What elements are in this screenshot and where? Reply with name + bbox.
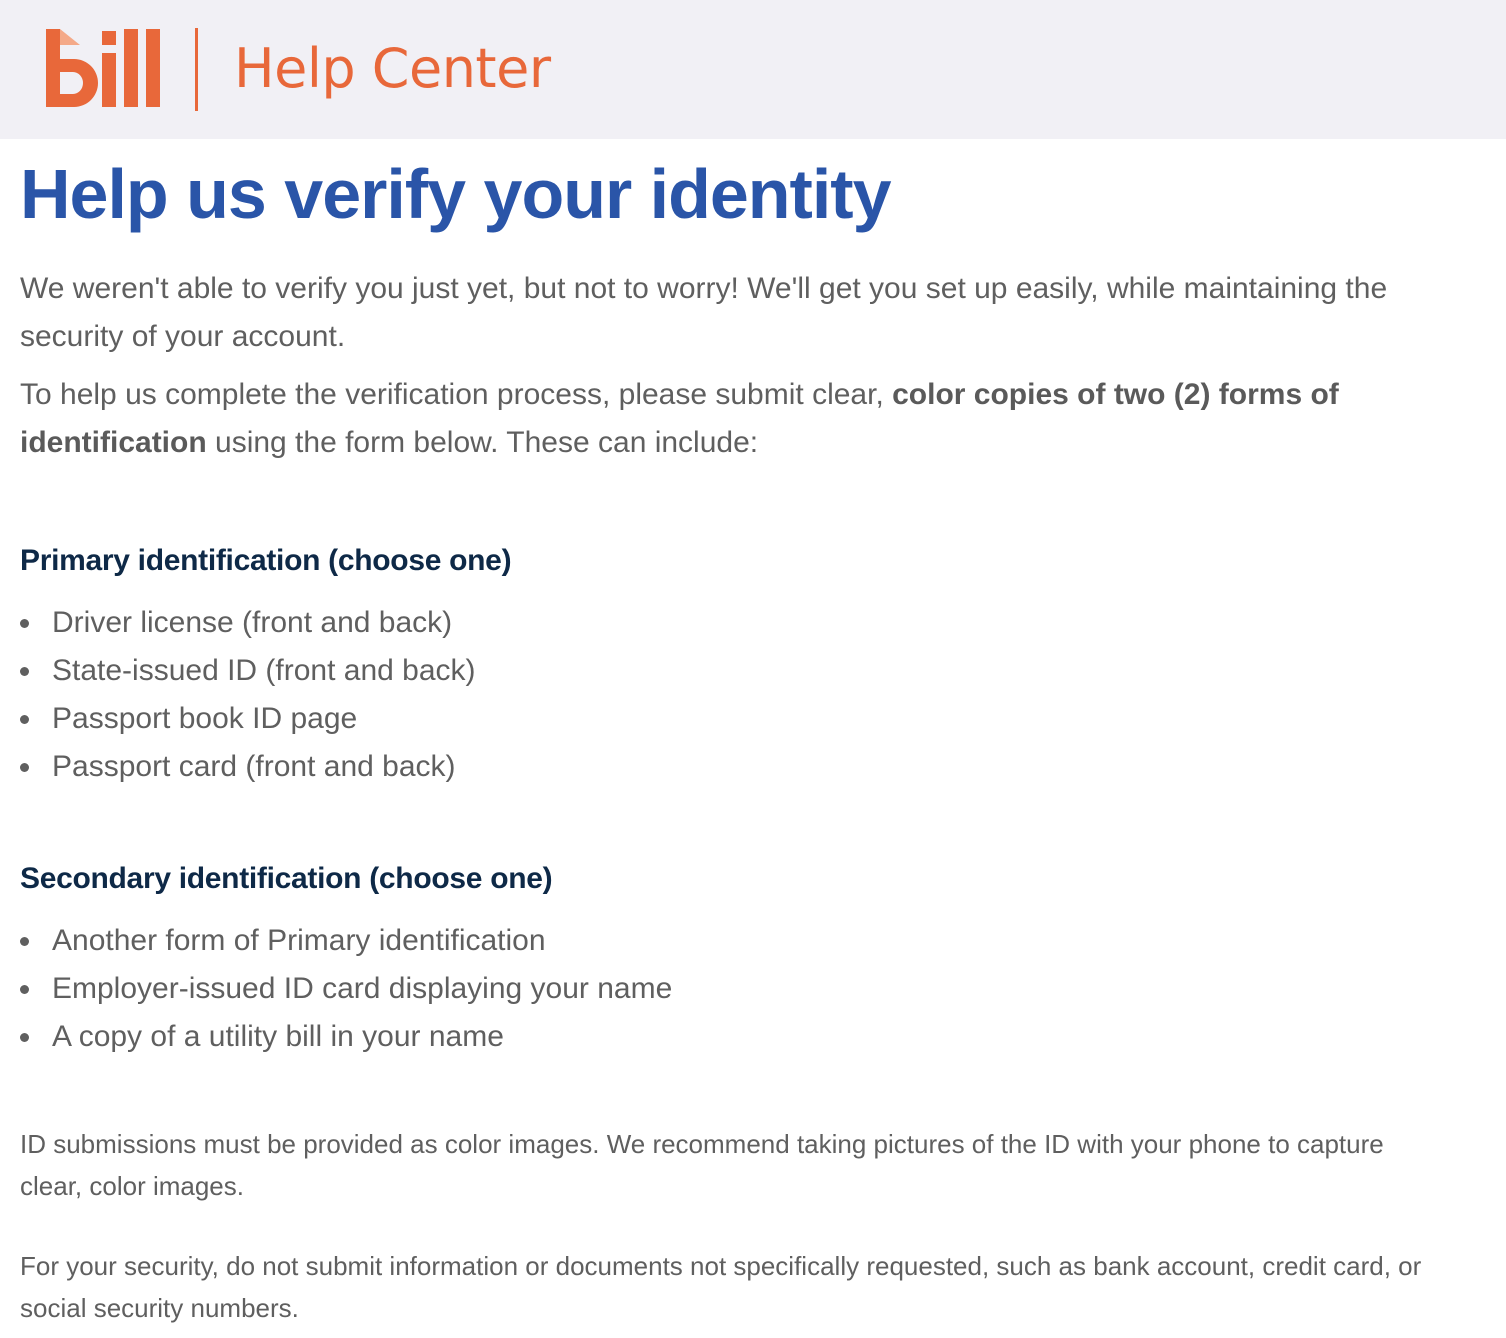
secondary-id-list	[20, 917, 1460, 1061]
security-note: For your security, do not submit information or documents not specifically requested, such as bank account, credit card, or social security numbers.	[20, 1251, 1422, 1323]
list-item-text: Employer-issued ID card displaying your name	[52, 972, 673, 1005]
bullet-icon	[20, 763, 29, 772]
bullet-icon	[20, 937, 29, 946]
list-item-text: Passport card (front and back)	[52, 750, 456, 783]
bill-logo-icon	[44, 23, 164, 111]
instruction-text-end: using the form below. These can include:	[206, 426, 759, 459]
instruction-paragraph	[20, 371, 1430, 467]
list-item	[20, 965, 1460, 1013]
bullet-icon	[20, 667, 29, 676]
list-item-text: Another form of Primary identification	[52, 924, 546, 957]
secondary-id-heading: Secondary identification (choose one)	[20, 862, 553, 895]
bill-logo[interactable]	[44, 22, 164, 112]
intro-paragraph: We weren't able to verify you just yet, but not to worry! We'll get you set up easily, while maintaining the security of your account.	[20, 272, 1388, 353]
list-item-text: Passport book ID page	[52, 702, 358, 735]
color-images-note: ID submissions must be provided as color images. We recommend taking pictures of the ID with your phone to capture clear, color images.	[20, 1129, 1384, 1201]
header-divider	[195, 28, 198, 111]
primary-id-list	[20, 599, 1460, 791]
instruction-text-start: To help us complete the verification process, please submit clear,	[20, 378, 893, 411]
bullet-icon	[20, 985, 29, 994]
instruction-emphasis: color copies of two (2) forms of identification	[20, 378, 1339, 459]
primary-id-heading: Primary identification (choose one)	[20, 544, 512, 577]
page-title: Help us verify your identity	[20, 155, 891, 233]
site-header	[0, 0, 1506, 139]
list-item-text: A copy of a utility bill in your name	[52, 1020, 504, 1053]
article-content	[20, 139, 1460, 1329]
list-item-text: State-issued ID (front and back)	[52, 654, 476, 687]
list-item	[20, 647, 1460, 695]
help-center-link[interactable]: Help Center	[234, 37, 551, 100]
list-item	[20, 695, 1460, 743]
list-item	[20, 1013, 1460, 1061]
list-item-text: Driver license (front and back)	[52, 606, 453, 639]
list-item	[20, 917, 1460, 965]
bullet-icon	[20, 1033, 29, 1042]
list-item	[20, 599, 1460, 647]
list-item	[20, 743, 1460, 791]
bullet-icon	[20, 715, 29, 724]
bullet-icon	[20, 619, 29, 628]
